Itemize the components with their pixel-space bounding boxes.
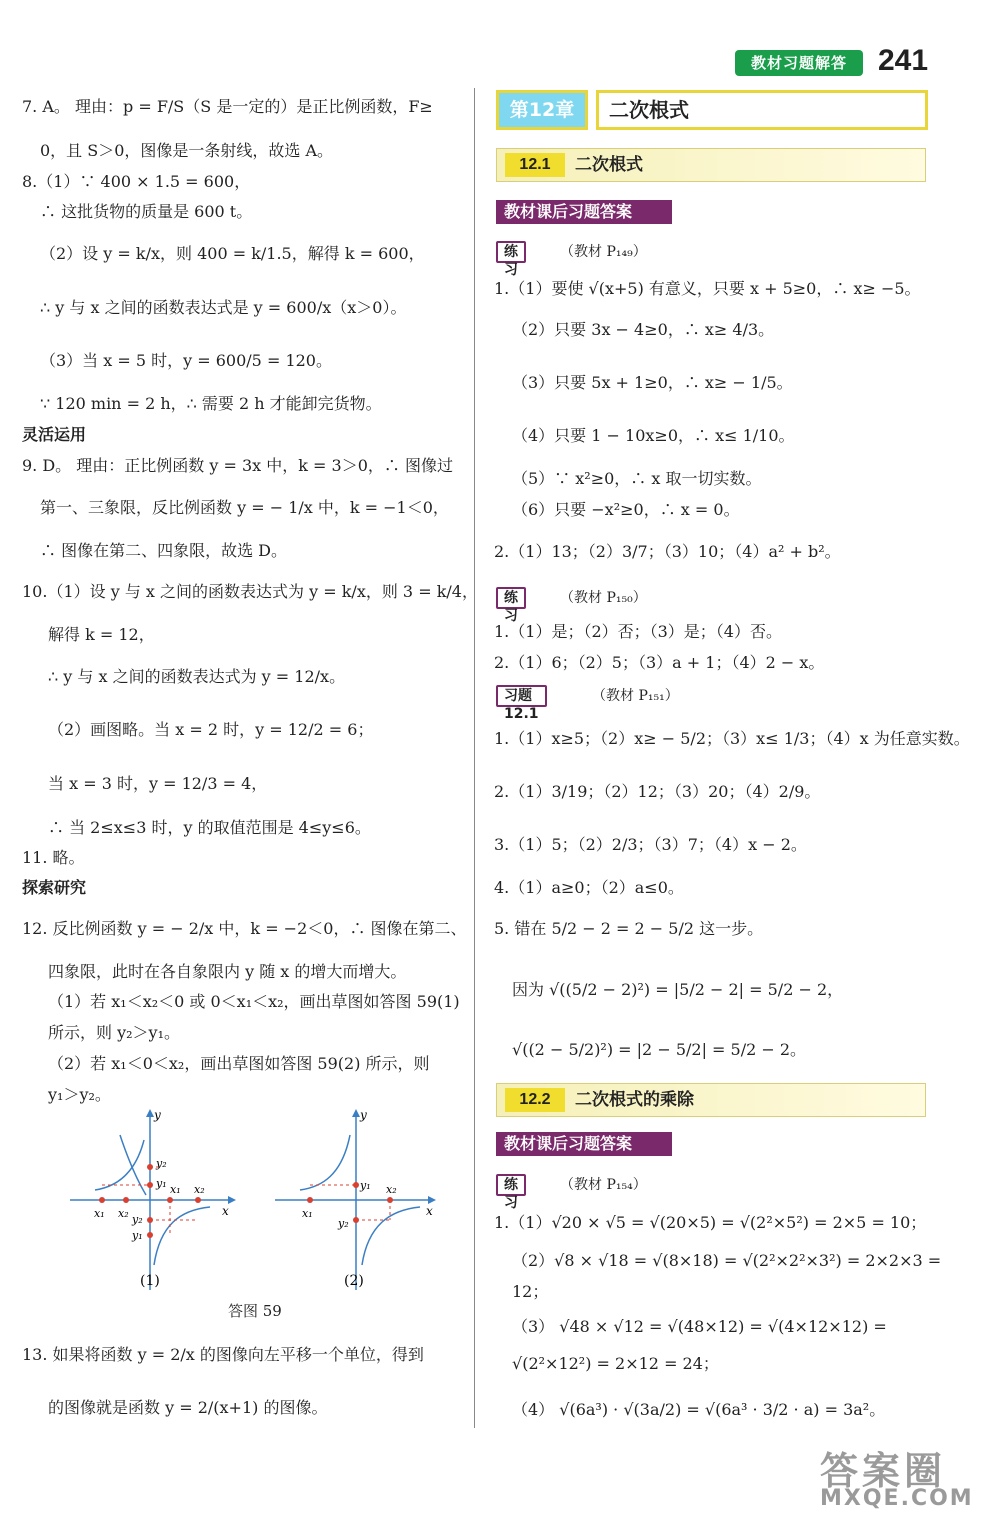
- chapter-badge: 第12章: [496, 90, 588, 130]
- answer-line: 0，且 S＞0，图像是一条射线，故选 A。: [40, 141, 334, 160]
- site-watermark: [800, 1440, 990, 1520]
- y-axis-label: y: [154, 1108, 161, 1122]
- answers-heading: 教材课后习题答案: [496, 200, 672, 224]
- exercise-tag: 习题12.1: [496, 685, 547, 707]
- chapter-banner: [496, 90, 928, 130]
- answer-line: 解得 k = 12，: [48, 625, 155, 644]
- answer-line: 1.（1）是；（2）否；（3）是；（4）否。: [494, 622, 782, 641]
- answer-line: 因为 √((5/2 − 2)²) = |5/2 − 2| = 5/2 − 2，: [512, 980, 844, 999]
- answer-line: 4.（1）a≥0；（2）a≤0。: [494, 878, 684, 897]
- figure-caption: 答图 59: [228, 1302, 282, 1320]
- answer-line: （2）√8 × √18 = √(8×18) = √(2²×2²×3²) = 2×2×3 =: [512, 1251, 942, 1270]
- answer-line: 8.（1）∵ 400 × 1.5 = 600，: [22, 172, 251, 191]
- section-number: 12.2: [505, 1088, 565, 1112]
- answer-line: （1）若 x₁＜x₂＜0 或 0＜x₁＜x₂，画出草图如答图 59(1): [48, 992, 460, 1011]
- point-label: x₁: [170, 1183, 181, 1196]
- watermark-url: MXQE.COM: [820, 1486, 974, 1511]
- point-label: x₁: [302, 1207, 313, 1220]
- answer-line: 1.（1）要使 √(x+5) 有意义，只要 x + 5≥0，∴ x≥ −5。: [494, 279, 921, 298]
- answer-line: （3） √48 × √12 = √(48×12) = √(4×12×12) =: [512, 1317, 887, 1336]
- practice-tag: 练习: [496, 1174, 526, 1196]
- answer-line: y₁＞y₂。: [48, 1085, 111, 1104]
- answer-line: 2.（1）3/19；（2）12；（3）20；（4）2/9。: [494, 782, 821, 801]
- graph-2-label: (2): [344, 1273, 364, 1289]
- answers-heading: 教材课后习题答案: [496, 1132, 672, 1156]
- practice-tag: 练习: [496, 587, 526, 609]
- answer-line: ∴ y 与 x 之间的函数表达式为 y = 12/x。: [48, 667, 346, 686]
- section-banner-12-2: [496, 1083, 926, 1117]
- chapter-title: 二次根式: [596, 90, 928, 130]
- y-axis-label: y: [360, 1108, 367, 1122]
- point-label: y₂: [338, 1217, 349, 1230]
- answer-line: （2）画图略。当 x = 2 时，y = 12/2 = 6；: [48, 720, 374, 739]
- section-title: 二次根式: [575, 155, 643, 175]
- textbook-ref: （教材 P₁₅₀）: [560, 590, 647, 606]
- answer-line: 11. 略。: [22, 848, 85, 867]
- point-label: x₂: [194, 1183, 205, 1196]
- answer-line: （5）∵ x²≥0，∴ x 取一切实数。: [512, 469, 762, 488]
- graph-1: [70, 1108, 236, 1290]
- answer-line: （2）设 y = k/x，则 400 = k/1.5，解得 k = 600，: [40, 244, 425, 263]
- watermark-logo-text: 答案圈: [820, 1449, 947, 1493]
- answer-line: 2.（1）6；（2）5；（3）a + 1；（4）2 − x。: [494, 653, 825, 672]
- section-banner-12-1: [496, 148, 926, 182]
- answer-line: 第一、三象限，反比例函数 y = − 1/x 中，k = −1＜0，: [40, 498, 449, 517]
- page-number: 241: [878, 44, 929, 77]
- answer-line: ∴ 这批货物的质量是 600 t。: [40, 202, 253, 221]
- answer-line: ∴ 图像在第二、四象限，故选 D。: [40, 541, 288, 560]
- answer-line: 9. D。 理由：正比例函数 y = 3x 中，k = 3＞0，∴ 图像过: [22, 456, 453, 475]
- section-title: 二次根式的乘除: [575, 1090, 694, 1110]
- answer-line: 2.（1）13；（2）3/7；（3）10；（4）a² + b²。: [494, 542, 841, 561]
- answer-line: 1.（1）√20 × √5 = √(20×5) = √(2²×5²) = 2×5 = 10；: [494, 1213, 927, 1232]
- answer-line: √(2²×12²) = 2×12 = 24；: [512, 1354, 719, 1373]
- answer-line: 10.（1）设 y 与 x 之间的函数表达式为 y = k/x，则 3 = k/4，: [22, 582, 478, 601]
- point-label: y₁: [360, 1179, 371, 1192]
- answer-line: 所示，则 y₂＞y₁。: [48, 1023, 180, 1042]
- answer-line: （2）只要 3x − 4≥0，∴ x≥ 4/3。: [512, 320, 775, 339]
- answer-line: （4） √(6a³) · √(3a/2) = √(6a³ · 3/2 · a) = 3a²。: [512, 1400, 886, 1419]
- answer-line: 13. 如果将函数 y = 2/x 的图像向左平移一个单位，得到: [22, 1345, 424, 1364]
- answer-line: 5. 错在 5/2 − 2 = 2 − 5/2 这一步。: [494, 919, 764, 938]
- textbook-ref: （教材 P₁₄₉）: [560, 244, 647, 260]
- header-section-tag: 教材习题解答: [735, 50, 863, 76]
- answer-line: 四象限，此时在各自象限内 y 随 x 的增大而增大。: [48, 962, 407, 981]
- answer-line: （2）若 x₁＜0＜x₂，画出草图如答图 59(2) 所示，则: [48, 1054, 430, 1073]
- graph-2: [275, 1108, 436, 1290]
- point-label: y₁: [156, 1177, 167, 1190]
- answer-line: √((2 − 5/2)²) = |2 − 5/2| = 5/2 − 2。: [512, 1040, 807, 1059]
- answer-line: 3.（1）5；（2）2/3；（3）7；（4）x − 2。: [494, 835, 807, 854]
- x-axis-label: x: [426, 1204, 433, 1218]
- answer-line: （3）当 x = 5 时，y = 600/5 = 120。: [40, 351, 332, 370]
- point-label: y₁: [132, 1229, 143, 1242]
- column-divider: [474, 88, 475, 1428]
- point-label: x₁: [94, 1207, 105, 1220]
- point-label: y₂: [156, 1157, 167, 1170]
- textbook-ref: （教材 P₁₅₄）: [560, 1177, 647, 1193]
- answer-line: （4）只要 1 − 10x≥0，∴ x≤ 1/10。: [512, 426, 795, 445]
- answer-line: 1.（1）x≥5；（2）x≥ − 5/2；（3）x≤ 1/3；（4）x 为任意实数。: [494, 729, 970, 748]
- answer-line: ∵ 120 min = 2 h，∴ 需要 2 h 才能卸完货物。: [40, 394, 382, 413]
- answer-line: 12. 反比例函数 y = − 2/x 中，k = −2＜0，∴ 图像在第二、: [22, 919, 467, 938]
- answer-line: 当 x = 3 时，y = 12/3 = 4，: [48, 774, 268, 793]
- point-label: y₂: [132, 1213, 143, 1226]
- answer-line: （3）只要 5x + 1≥0，∴ x≥ − 1/5。: [512, 373, 793, 392]
- figure-59: [60, 1105, 450, 1295]
- answer-line: ∴ y 与 x 之间的函数表达式是 y = 600/x（x＞0）。: [40, 298, 407, 317]
- point-label: x₂: [118, 1207, 129, 1220]
- answer-line: ∴ 当 2≤x≤3 时，y 的取值范围是 4≤y≤6。: [48, 818, 371, 837]
- subheading-explore: 探索研究: [22, 878, 87, 897]
- subheading-apply: 灵活运用: [22, 425, 87, 444]
- x-axis-label: x: [222, 1204, 229, 1218]
- textbook-ref: （教材 P₁₅₁）: [592, 688, 679, 704]
- practice-tag: 练习: [496, 241, 526, 263]
- graph-1-label: (1): [140, 1273, 160, 1289]
- point-label: x₂: [386, 1183, 397, 1196]
- answer-line: 的图像就是函数 y = 2/(x+1) 的图像。: [48, 1398, 328, 1417]
- answer-line: 7. A。 理由：p = F/S（S 是一定的）是正比例函数，F≥: [22, 97, 433, 116]
- answer-line: 12；: [512, 1282, 549, 1301]
- answer-line: （6）只要 −x²≥0，∴ x = 0。: [512, 500, 740, 519]
- section-number: 12.1: [505, 153, 565, 177]
